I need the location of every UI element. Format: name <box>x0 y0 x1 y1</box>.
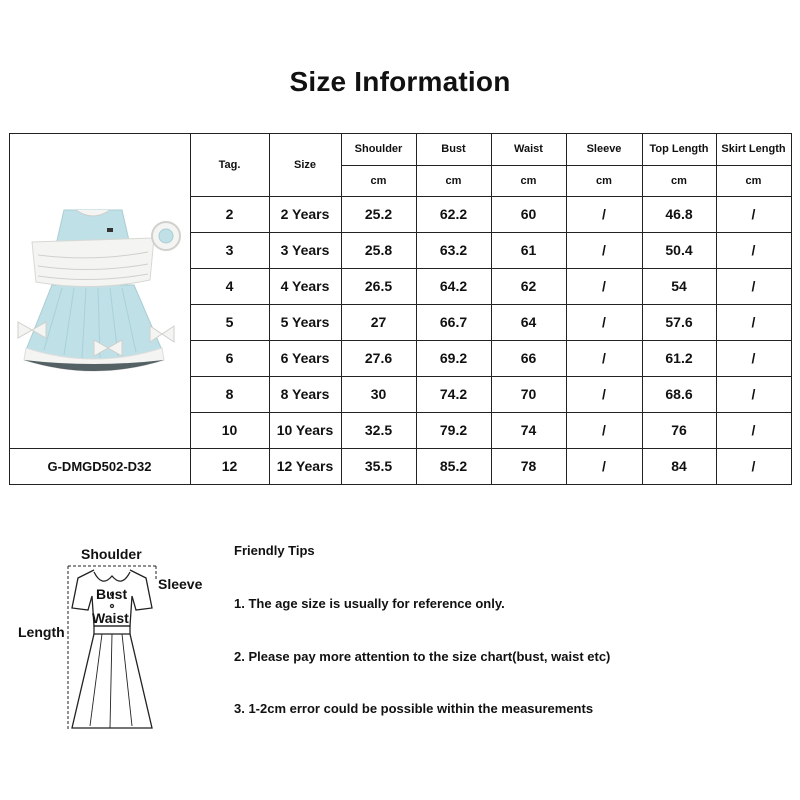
table-border-left <box>9 133 10 484</box>
cell-tag: 5 <box>225 314 234 330</box>
cell-bust: 62.2 <box>439 206 468 222</box>
header-sleeve: Sleeve <box>586 143 622 155</box>
header-skirt-length: Skirt Length <box>721 143 786 155</box>
cell-shoulder: 27 <box>370 314 387 330</box>
cell-waist: 61 <box>520 242 537 258</box>
cell-shoulder: 27.6 <box>364 350 393 366</box>
cell-bust: 74.2 <box>439 386 468 402</box>
unit-sleeve: cm <box>596 174 612 187</box>
cell-size: 5 Years <box>280 314 330 330</box>
product-dress-image <box>12 200 188 400</box>
cell-sleeve: / <box>602 314 606 330</box>
cell-skirt-length: / <box>751 386 756 402</box>
cell-top-length: 57.6 <box>665 314 693 330</box>
header-tag: Tag. <box>218 158 241 171</box>
cell-top-length: 76 <box>671 422 687 438</box>
cell-size: 6 Years <box>280 350 330 366</box>
cell-skirt-length: / <box>751 350 756 366</box>
header-shoulder: Shoulder <box>354 143 403 155</box>
cell-top-length: 54 <box>671 278 687 294</box>
cell-shoulder: 25.8 <box>364 242 393 258</box>
cell-size: 4 Years <box>280 278 330 294</box>
cell-bust: 66.7 <box>439 314 468 330</box>
cell-tag: 6 <box>225 350 234 366</box>
cell-size: 2 Years <box>280 206 330 222</box>
cell-top-length: 50.4 <box>665 242 693 258</box>
label-waist: Waist <box>92 610 129 626</box>
cell-shoulder: 32.5 <box>364 422 393 438</box>
cell-skirt-length: / <box>751 422 756 438</box>
cell-skirt-length: / <box>751 206 756 222</box>
page-title: Size Information <box>289 66 511 97</box>
cell-skirt-length: / <box>751 314 756 330</box>
cell-tag: 10 <box>221 422 238 438</box>
label-sleeve: Sleeve <box>158 576 203 592</box>
cell-sleeve: / <box>602 386 606 402</box>
cell-sleeve: / <box>602 458 606 474</box>
cell-waist: 66 <box>520 350 537 366</box>
cell-skirt-length: / <box>751 458 756 474</box>
cell-size: 3 Years <box>280 242 330 258</box>
cell-skirt-length: / <box>751 278 756 294</box>
cell-tag: 3 <box>225 242 234 258</box>
friendly-tips-heading: Friendly Tips <box>234 543 315 558</box>
cell-skirt-length: / <box>751 242 756 258</box>
header-size: Size <box>293 158 316 171</box>
cell-bust: 69.2 <box>439 350 468 366</box>
tip-item-1: 1. The age size is usually for reference only. <box>234 596 505 611</box>
cell-shoulder: 26.5 <box>364 278 393 294</box>
unit-skirt-length: cm <box>745 174 762 187</box>
cell-bust: 79.2 <box>439 422 468 438</box>
label-shoulder: Shoulder <box>81 546 142 562</box>
cell-waist: 74 <box>520 422 537 438</box>
unit-top-length: cm <box>671 174 687 187</box>
product-code: G-DMGD502-D32 <box>47 458 152 474</box>
cell-waist: 78 <box>520 458 537 474</box>
cell-waist: 64 <box>520 314 537 330</box>
cell-shoulder: 30 <box>370 386 387 402</box>
table-border-bottom <box>9 484 792 485</box>
tip-item-2: 2. Please pay more attention to the size chart(bust, waist etc) <box>234 649 611 664</box>
cell-size: 10 Years <box>276 422 334 438</box>
cell-waist: 62 <box>520 278 537 294</box>
cell-top-length: 61.2 <box>665 350 693 366</box>
cell-size: 8 Years <box>280 386 330 402</box>
cell-size: 12 Years <box>276 458 334 474</box>
cell-shoulder: 25.2 <box>364 206 393 222</box>
cell-bust: 85.2 <box>439 458 468 474</box>
label-bust: Bust <box>96 586 128 602</box>
header-waist: Waist <box>514 143 543 155</box>
cell-tag: 2 <box>225 206 234 222</box>
table-border-right <box>791 133 792 485</box>
cell-waist: 60 <box>520 206 537 222</box>
cell-top-length: 68.6 <box>665 386 693 402</box>
tip-item-3: 3. 1-2cm error could be possible within the measurements <box>234 701 594 716</box>
cell-sleeve: / <box>602 278 606 294</box>
label-length: Length <box>18 624 65 640</box>
cell-shoulder: 35.5 <box>364 458 393 474</box>
header-top-length: Top Length <box>649 143 709 155</box>
cell-top-length: 84 <box>671 458 687 474</box>
cell-top-length: 46.8 <box>665 206 693 222</box>
unit-shoulder: cm <box>370 174 387 187</box>
cell-sleeve: / <box>602 422 606 438</box>
unit-waist: cm <box>520 174 537 187</box>
header-bust: Bust <box>441 143 466 155</box>
cell-sleeve: / <box>602 350 606 366</box>
cell-sleeve: / <box>602 242 606 258</box>
cell-bust: 64.2 <box>439 278 468 294</box>
cell-waist: 70 <box>520 386 537 402</box>
cell-tag: 4 <box>225 278 234 294</box>
unit-bust: cm <box>445 174 462 187</box>
cell-sleeve: / <box>602 206 606 222</box>
cell-tag: 12 <box>221 458 238 474</box>
cell-tag: 8 <box>225 386 234 402</box>
cell-bust: 63.2 <box>439 242 468 258</box>
